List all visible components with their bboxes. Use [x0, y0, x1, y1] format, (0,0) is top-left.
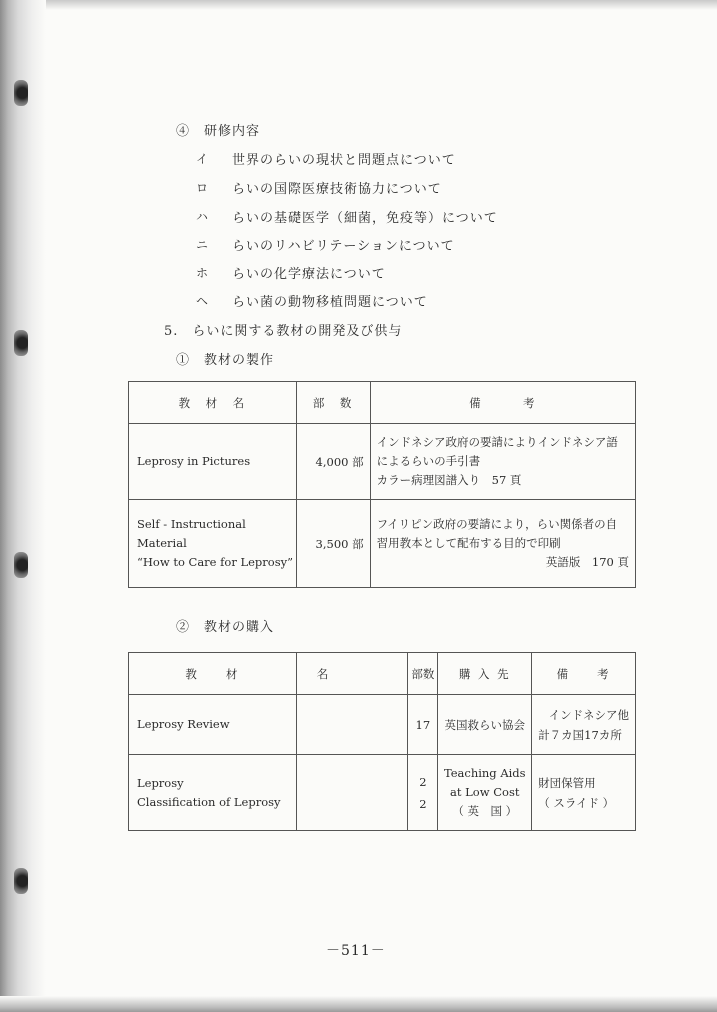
material-name-blank: [296, 695, 408, 755]
material-name: Leprosy Classification of Leprosy: [129, 755, 297, 831]
table-row: [129, 755, 636, 831]
material-name-blank: [296, 755, 408, 831]
punch-hole: [14, 330, 28, 356]
item-text: らいのリハビリテーションについて: [232, 239, 455, 254]
item-text: らい菌の動物移植問題について: [232, 295, 428, 310]
punch-hole: [14, 552, 28, 578]
table-row: [129, 500, 636, 588]
material-remarks: インドネシア他 計７カ国17カ所: [532, 695, 636, 755]
material-remarks: インドネシア政府の要請によりインドネシア語 によるらいの手引書 カラー病理図譜入り 57 頁: [370, 424, 635, 500]
table-row: [129, 695, 636, 755]
binding-edge: [0, 0, 46, 1012]
material-copies: 2 2: [408, 755, 438, 831]
header-copies: 部 数: [296, 382, 370, 424]
item-marker: イ: [196, 152, 209, 166]
header-name: 教 材: [129, 653, 297, 695]
material-copies: 4,000 部: [296, 424, 370, 500]
item-marker: ヘ: [196, 294, 209, 308]
material-name: Self - Instructional Material “How to Care for Leprosy”: [129, 500, 297, 588]
material-name: Leprosy in Pictures: [129, 424, 297, 500]
table-header-row: [129, 382, 636, 424]
table-row: [129, 424, 636, 500]
material-copies: 17: [408, 695, 438, 755]
material-remarks: 財団保管用 （ スライド ）: [532, 755, 636, 831]
page-bottom-shadow: [0, 996, 717, 1012]
section4-heading: ④ 研修内容: [176, 124, 261, 139]
punch-hole: [14, 868, 28, 894]
table-header-row: [129, 653, 636, 695]
material-name: Leprosy Review: [129, 695, 297, 755]
item-text: らいの基礎医学（細菌，免疫等）について: [232, 211, 498, 226]
header-remarks: 備 考: [532, 653, 636, 695]
item-marker: ハ: [196, 210, 209, 224]
material-copies: 3,500 部: [296, 500, 370, 588]
item-marker: ニ: [196, 238, 209, 252]
item-text: らいの国際医療技術協力について: [232, 182, 442, 197]
item-text: 世界のらいの現状と問題点について: [232, 153, 456, 168]
purchase-table: [128, 652, 636, 831]
subsection-production: ① 教材の製作: [176, 353, 275, 368]
section5-heading: 5. らいに関する教材の開発及び供与: [164, 324, 403, 339]
page-top-shadow: [0, 0, 717, 10]
header-name-suffix: 名: [296, 653, 408, 695]
header-copies: 部数: [408, 653, 438, 695]
item-marker: ロ: [196, 181, 209, 195]
material-remarks: フイリピン政府の要請により，らい関係者の自 習用教本として配布する目的で印刷 英語版 170 頁: [370, 500, 635, 588]
item-marker: ホ: [196, 266, 209, 280]
production-table: [128, 381, 636, 588]
header-vendor: 購 入 先: [438, 653, 532, 695]
subsection-purchase: ② 教材の購入: [176, 620, 275, 635]
page-number: －511－: [326, 943, 386, 959]
material-vendor: Teaching Aids at Low Cost （ 英 国 ）: [438, 755, 532, 831]
header-remarks: 備 考: [370, 382, 635, 424]
header-name: 教 材 名: [129, 382, 297, 424]
material-vendor: 英国救らい協会: [438, 695, 532, 755]
punch-hole: [14, 80, 28, 106]
item-text: らいの化学療法について: [232, 267, 386, 282]
